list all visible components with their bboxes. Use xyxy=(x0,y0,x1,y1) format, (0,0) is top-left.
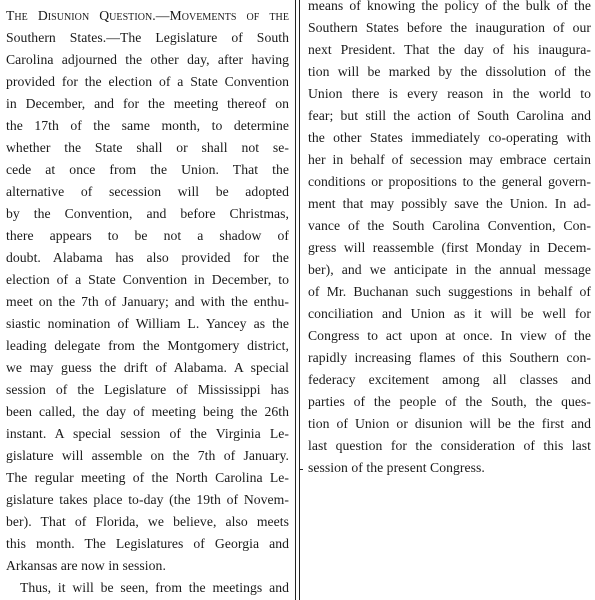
text-line: rapidly increasing flames of this Southern con- xyxy=(308,350,591,365)
text-line: Thus, it will be seen, from the meetings and xyxy=(20,580,289,595)
text-line: Union there is every reason in the world to xyxy=(308,86,591,101)
text-line: the 17th of the same month, to determine xyxy=(6,118,289,133)
text-line: ment that may possibly save the Union. In ad- xyxy=(308,196,591,211)
text-line: doubt. Alabama has also provided for the xyxy=(6,250,289,265)
text-line: siastic nomination of William L. Yancey as the xyxy=(6,316,289,331)
text-line: gislature takes place to-day (the 19th of Novem- xyxy=(6,492,289,507)
text-line: ber), and we anticipate in the annual message xyxy=(308,262,591,277)
text-line: of Mr. Buchanan such suggestions in behalf of xyxy=(308,284,591,299)
text-line: last question for the consideration of this last xyxy=(308,438,591,453)
text-line: session of the Legislature of Mississippi has xyxy=(6,382,289,397)
text-line: been called, the day of meeting being the 26th xyxy=(6,404,289,419)
text-line: instant. A special session of the Virginia Le- xyxy=(6,426,289,441)
text-line: federacy excitement among all classes and xyxy=(308,372,591,387)
text-line: leading delegate from the Montgomery district, xyxy=(6,338,289,353)
text-line: parties of the people of the South, the ques- xyxy=(308,394,591,409)
text-line: alternative of secession will be adopted xyxy=(6,184,289,199)
text-line: session of the present Congress. xyxy=(308,460,485,475)
text-line: we may guess the drift of Alabama. A special xyxy=(6,360,289,375)
text-line: cede at once from the Union. That the xyxy=(6,162,289,177)
text-line: this month. The Legislatures of Georgia and xyxy=(6,536,289,551)
text-line: The regular meeting of the North Carolina Le- xyxy=(6,470,289,485)
headline-line-1: The Disunion Question.—Movements of the xyxy=(6,8,289,23)
text-line: Southern States before the inauguration of our xyxy=(308,20,591,35)
text-line: election of a State Convention in December, to xyxy=(6,272,289,287)
text-line: in December, and for the meeting thereof on xyxy=(6,96,289,111)
text-line: the other States immediately co-operating with xyxy=(308,130,591,145)
text-line: gress will reassemble (first Monday in Decem- xyxy=(308,240,591,255)
divider-tick xyxy=(299,469,303,470)
text-line: tion will be marked by the dissolution of the xyxy=(308,64,591,79)
text-line: Carolina adjourned the other day, after having xyxy=(6,52,289,67)
text-line: meet on the 7th of January; and with the enthu- xyxy=(6,294,289,309)
text-line: Southern States.—The Legislature of South xyxy=(6,30,289,45)
text-line: ber). That of Florida, we believe, also meets xyxy=(6,514,289,529)
text-line: by the Convention, and before Christmas, xyxy=(6,206,289,221)
text-line: next President. That the day of his inaugura- xyxy=(308,42,591,57)
text-line: provided for the election of a State Convention xyxy=(6,74,289,89)
text-line: vance of the South Carolina Convention, Con- xyxy=(308,218,591,233)
text-line: her in behalf of secession may embrace certain xyxy=(308,152,591,167)
text-line: fear; but still the action of South Carolina and xyxy=(308,108,591,123)
text-line: conciliation and Union as it will be well for xyxy=(308,306,591,321)
text-line: Congress to act upon at once. In view of the xyxy=(308,328,591,343)
text-line: tion of Union or disunion will be the first and xyxy=(308,416,591,431)
column-divider-right xyxy=(299,0,300,600)
text-line: means of knowing the policy of the bulk of the xyxy=(308,0,591,13)
text-line: Arkansas are now in session. xyxy=(6,558,166,573)
text-line: there appears to be not a shadow of xyxy=(6,228,289,243)
text-line: whether the State shall or shall not se- xyxy=(6,140,289,155)
text-line: conditions or propositions to the general govern- xyxy=(308,174,591,189)
column-divider-left xyxy=(295,0,296,600)
text-line: gislature will assemble on the 7th of January. xyxy=(6,448,289,463)
